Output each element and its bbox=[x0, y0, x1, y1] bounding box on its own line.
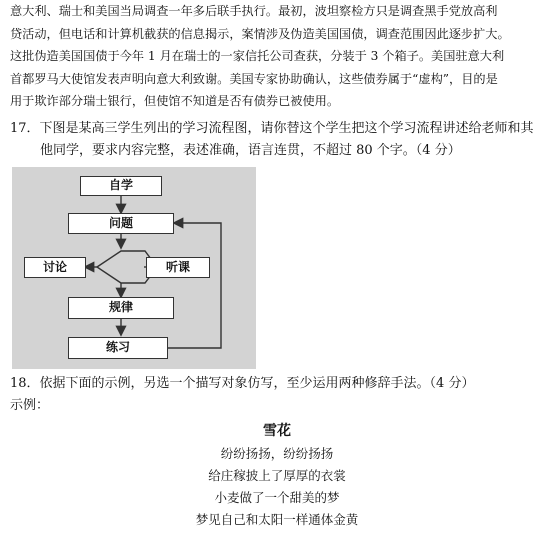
poem-line: 给庄稼披上了厚厚的衣裳 bbox=[208, 468, 346, 483]
poem-line: 梦见自己和太阳一样通体金黄 bbox=[195, 512, 359, 527]
poem-line: 小麦做了一个甜美的梦 bbox=[214, 490, 340, 505]
flow-node-practice: 练习 bbox=[68, 337, 168, 359]
flow-node-lecture: 听课 bbox=[146, 257, 210, 278]
passage bbox=[10, 0, 546, 113]
flowchart bbox=[12, 167, 256, 369]
question-17-line-1: 17．下图是某高三学生列出的学习流程图，请你替这个学生把这个学习流程讲述给老师和其 bbox=[10, 121, 534, 136]
flow-node-rule: 规律 bbox=[68, 297, 174, 319]
poem-line: 纷纷扬扬，纷纷扬扬 bbox=[220, 446, 334, 461]
question-18-line-1: 18．依据下面的示例，另选一个描写对象仿写，至少运用两种修辞手法。（4 分） bbox=[10, 376, 475, 391]
poem-title: 雪花 bbox=[263, 423, 291, 439]
flow-node-question: 问题 bbox=[68, 213, 174, 234]
passage-line: 意大利、瑞士和美国当局调查一年多后联手执行。最初，波坦察检方只是调查黑手党放高利 bbox=[10, 4, 498, 18]
question-17-line-2: 他同学，要求内容完整，表述准确，语言连贯，不超过 80 个字。（4 分） bbox=[40, 143, 461, 158]
passage-line: 首都罗马大使馆发表声明向意大利致谢。美国专家协助确认，这些债券属于“虚构”，目的是 bbox=[10, 71, 498, 86]
passage-line: 贷活动，但电话和计算机截获的信息揭示，案情涉及伪造美国国债，调查范围因此逐步扩大。 bbox=[10, 26, 510, 41]
example-label: 示例： bbox=[10, 398, 50, 413]
passage-line: 用于欺诈部分瑞士银行，但使馆不知道是否有债券已被使用。 bbox=[10, 94, 340, 109]
flow-node-discussion: 讨论 bbox=[24, 257, 86, 278]
flow-node-self-study: 自学 bbox=[80, 176, 162, 196]
passage-line: 这批伪造美国国债于今年 1 月在瑞士的一家信托公司查获，分装于 3 个箱子。美国驻意大利 bbox=[10, 49, 505, 64]
